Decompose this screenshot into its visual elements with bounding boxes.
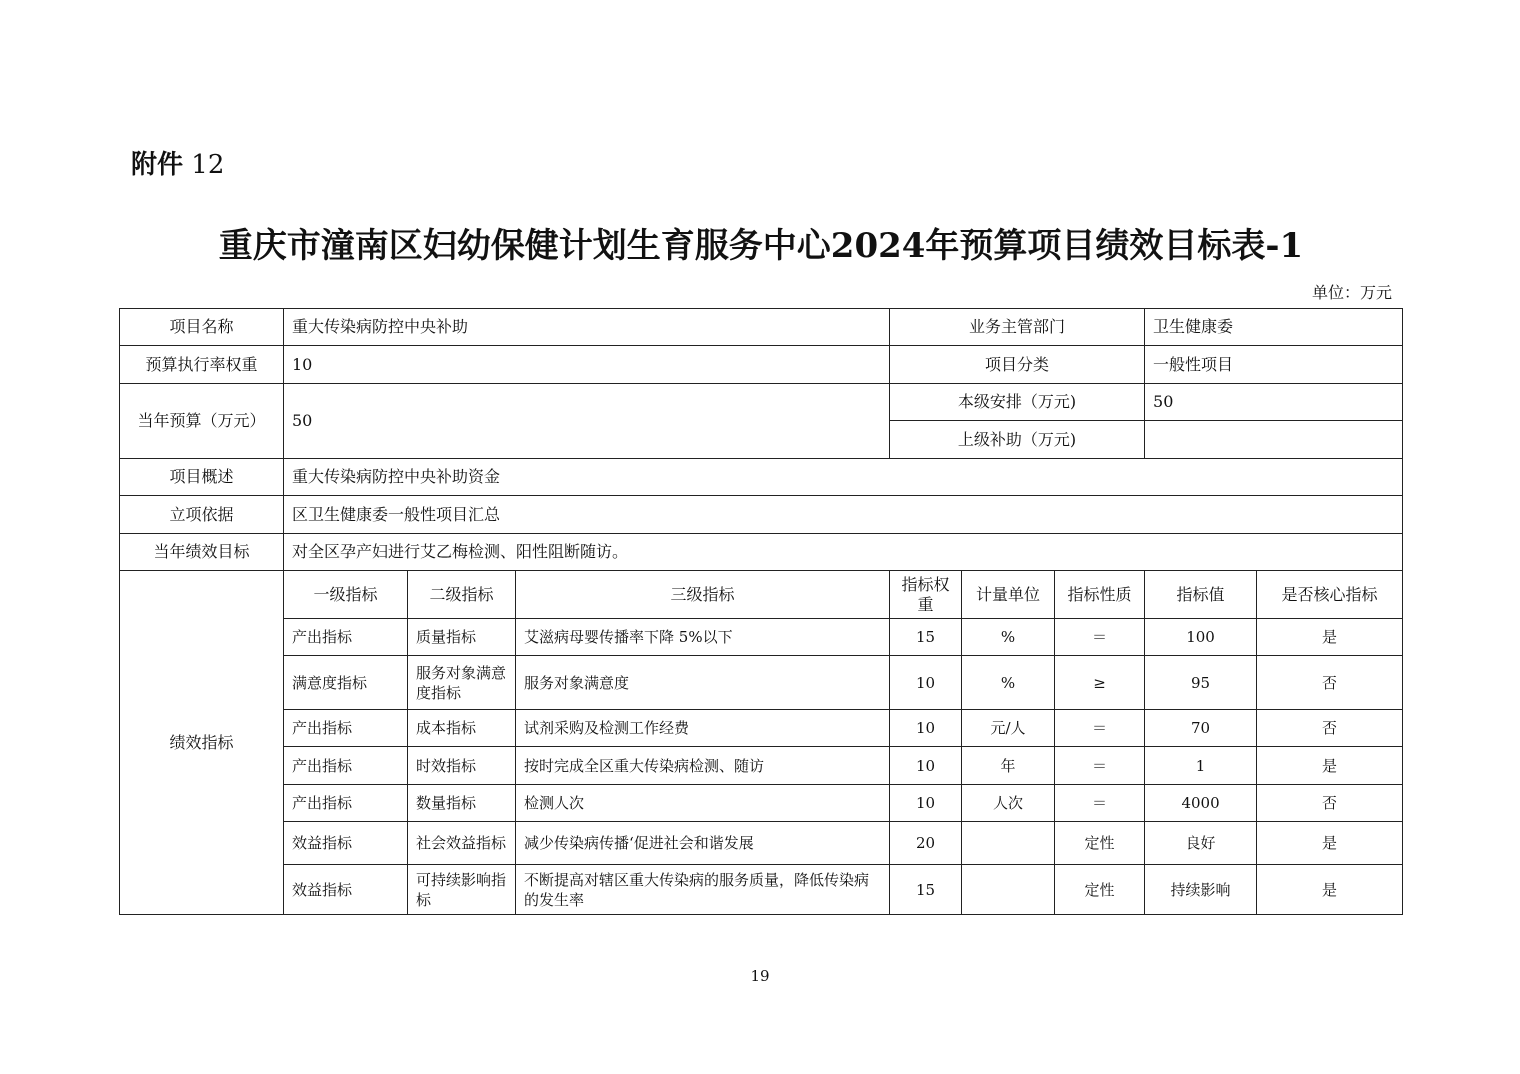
unit-cell: 年: [962, 747, 1055, 785]
header-level1: 一级指标: [284, 571, 408, 619]
upper-label: 上级补助（万元): [890, 421, 1145, 459]
level2-cell: 数量指标: [408, 785, 516, 822]
nature-cell: 定性: [1055, 822, 1145, 865]
table-row: [120, 656, 1403, 710]
nature-cell: ＝: [1055, 785, 1145, 822]
budget-value: 50: [284, 384, 890, 459]
dept-label: 业务主管部门: [890, 309, 1145, 346]
weight-cell: 10: [890, 710, 962, 747]
unit-cell: %: [962, 619, 1055, 656]
document-title: 重庆市潼南区妇幼保健计划生育服务中心2024年预算项目绩效目标表-1: [218, 226, 1304, 266]
goal-value: 对全区孕产妇进行艾乙梅检测、阳性阻断随访。: [284, 534, 1403, 571]
value-cell: 4000: [1145, 785, 1257, 822]
table-row: [120, 865, 1403, 915]
weight-cell: 10: [890, 656, 962, 710]
weight-cell: 20: [890, 822, 962, 865]
project-name-label: 项目名称: [120, 309, 284, 346]
weight-value: 10: [284, 346, 890, 384]
dept: 卫生健康委: [1145, 309, 1403, 346]
indicators-section-label: 绩效指标: [120, 571, 284, 915]
header-core: 是否核心指标: [1257, 571, 1403, 619]
category-label: 项目分类: [890, 346, 1145, 384]
level1-cell: 产出指标: [284, 619, 408, 656]
table-row: [120, 785, 1403, 822]
level1-cell: 产出指标: [284, 710, 408, 747]
local-value: 50: [1145, 384, 1403, 421]
weight-label: 预算执行率权重: [120, 346, 284, 384]
weight-cell: 15: [890, 619, 962, 656]
weight-cell: 15: [890, 865, 962, 915]
level3-cell: 艾滋病母婴传播率下降 5%以下: [516, 619, 890, 656]
basis-label: 立项依据: [120, 496, 284, 534]
value-cell: 持续影响: [1145, 865, 1257, 915]
level3-cell: 减少传染病传播‘促进社会和谐发展: [516, 822, 890, 865]
performance-table: [119, 308, 1403, 915]
nature-cell: ＝: [1055, 747, 1145, 785]
value-cell: 1: [1145, 747, 1257, 785]
level1-cell: 满意度指标: [284, 656, 408, 710]
level1-cell: 效益指标: [284, 865, 408, 915]
core-cell: 是: [1257, 822, 1403, 865]
header-weight: 指标权重: [890, 571, 962, 619]
level2-cell: 成本指标: [408, 710, 516, 747]
value-cell: 70: [1145, 710, 1257, 747]
nature-cell: 定性: [1055, 865, 1145, 915]
unit-note: 单位：万元: [1311, 283, 1392, 302]
level2-cell: 时效指标: [408, 747, 516, 785]
unit-cell: [962, 822, 1055, 865]
header-level3: 三级指标: [516, 571, 890, 619]
table-row: [120, 710, 1403, 747]
nature-cell: ＝: [1055, 619, 1145, 656]
value-cell: 100: [1145, 619, 1257, 656]
level3-cell: 试剂采购及检测工作经费: [516, 710, 890, 747]
core-cell: 是: [1257, 619, 1403, 656]
budget-label: 当年预算（万元）: [120, 384, 284, 459]
weight-cell: 10: [890, 747, 962, 785]
local-label: 本级安排（万元): [890, 384, 1145, 421]
unit-cell: [962, 865, 1055, 915]
header-value: 指标值: [1145, 571, 1257, 619]
level1-cell: 产出指标: [284, 747, 408, 785]
category-value: 一般性项目: [1145, 346, 1403, 384]
header-nature: 指标性质: [1055, 571, 1145, 619]
unit-cell: %: [962, 656, 1055, 710]
value-cell: 良好: [1145, 822, 1257, 865]
core-cell: 否: [1257, 656, 1403, 710]
overview-value: 重大传染病防控中央补助资金: [284, 459, 1403, 496]
core-cell: 是: [1257, 747, 1403, 785]
unit-cell: 元/人: [962, 710, 1055, 747]
goal-label: 当年绩效目标: [120, 534, 284, 571]
level3-cell: 按时完成全区重大传染病检测、随访: [516, 747, 890, 785]
level3-cell: 检测人次: [516, 785, 890, 822]
basis-value: 区卫生健康委一般性项目汇总: [284, 496, 1403, 534]
overview-label: 项目概述: [120, 459, 284, 496]
nature-cell: ≥: [1055, 656, 1145, 710]
core-cell: 是: [1257, 865, 1403, 915]
weight-cell: 10: [890, 785, 962, 822]
value-cell: 95: [1145, 656, 1257, 710]
level1-cell: 效益指标: [284, 822, 408, 865]
attachment-prefix: 附件: [131, 150, 184, 180]
attachment-number: 12: [191, 150, 225, 180]
attachment-label: [131, 144, 224, 181]
level3-cell: 服务对象满意度: [516, 656, 890, 710]
level2-cell: 服务对象满意度指标: [408, 656, 516, 710]
level3-cell: 不断提高对辖区重大传染病的服务质量，降低传染病的发生率: [516, 865, 890, 915]
table-row: [120, 747, 1403, 785]
header-level2: 二级指标: [408, 571, 516, 619]
table-row: [120, 619, 1403, 656]
nature-cell: ＝: [1055, 710, 1145, 747]
level2-cell: 社会效益指标: [408, 822, 516, 865]
level1-cell: 产出指标: [284, 785, 408, 822]
unit-cell: 人次: [962, 785, 1055, 822]
upper-value: [1145, 421, 1403, 459]
level2-cell: 可持续影响指标: [408, 865, 516, 915]
level2-cell: 质量指标: [408, 619, 516, 656]
table-row: [120, 822, 1403, 865]
core-cell: 否: [1257, 785, 1403, 822]
project-name: 重大传染病防控中央补助: [284, 309, 890, 346]
core-cell: 否: [1257, 710, 1403, 747]
page-number: 19: [750, 967, 770, 985]
header-unit: 计量单位: [962, 571, 1055, 619]
